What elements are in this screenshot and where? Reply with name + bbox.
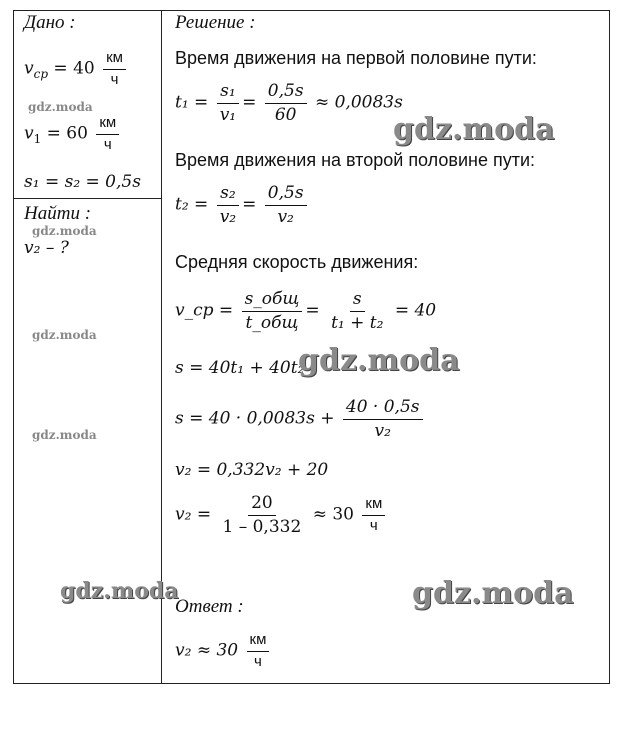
watermark-logo: gdz.moda bbox=[32, 224, 97, 238]
watermark-logo: gdz.moda bbox=[298, 343, 460, 378]
answer-unit-den: ч bbox=[254, 652, 262, 670]
eq1-frac1-num: s₁ bbox=[217, 82, 239, 104]
given-v-avg bbox=[24, 50, 129, 88]
equation-t1: t₁ = $\frac{\text{s₁}}{\text{v₁}}$ = $\frac{0,5s}{60}$ ≈ 0,0083s bbox=[175, 81, 403, 125]
find-target: v₂ – ? bbox=[24, 238, 69, 258]
eq2-frac1-num: s₂ bbox=[217, 184, 239, 206]
eq7-frac-den: 1 – 0,332 bbox=[222, 516, 302, 537]
answer-header: Ответ : bbox=[175, 596, 244, 617]
given-find-divider bbox=[13, 198, 162, 199]
eq7-tail: ≈ 30 bbox=[312, 504, 354, 525]
solution-header: Решение : bbox=[175, 12, 256, 33]
eq2-frac1-den: v₂ bbox=[219, 206, 237, 227]
given-v1 bbox=[24, 115, 122, 153]
answer-expression: v₂ ≈ 30 bbox=[175, 640, 239, 661]
v-avg-unit-den: ч bbox=[110, 70, 119, 88]
answer-unit-num: км bbox=[247, 632, 270, 652]
equation-v2-result bbox=[175, 494, 388, 536]
equation-s-expanded bbox=[175, 398, 426, 440]
v-avg-unit-num: км bbox=[103, 50, 126, 70]
v1-sub: 1 bbox=[33, 131, 42, 146]
eq5-frac-num: 40 · 0,5s bbox=[343, 398, 423, 420]
eq7-lhs: v₂ = bbox=[175, 504, 212, 525]
eq1-tail: ≈ 0,0083s bbox=[314, 92, 403, 113]
v-avg-symbol: v bbox=[24, 58, 34, 79]
eq1-lhs: t₁ = bbox=[175, 92, 209, 113]
eq7-unit-den: ч bbox=[369, 516, 378, 534]
v1-unit-num: км bbox=[96, 115, 119, 135]
watermark-logo: gdz.moda bbox=[393, 112, 555, 147]
given-s-relation: s₁ = s₂ = 0,5s bbox=[24, 172, 141, 192]
equation-v2-linear: v₂ = 0,332v₂ + 20 bbox=[175, 460, 329, 480]
watermark-logo: gdz.moda bbox=[28, 100, 93, 114]
eq3-frac1-num: s_общ bbox=[242, 290, 303, 312]
v-avg-sub: ср bbox=[33, 66, 49, 81]
watermark-logo: gdz.moda bbox=[412, 576, 574, 611]
eq2-lhs: t₂ = bbox=[175, 194, 209, 215]
eq7-frac-num: 20 bbox=[248, 494, 276, 516]
equation-v-avg: v_ср = $\frac{\text{s\_общ}}{\text{t\_общ}}$ = $\frac{s}{\text{t₁ + t₂}}$ = 40 bbox=[175, 289, 437, 333]
eq3-tail: = 40 bbox=[394, 300, 437, 321]
given-header: Дано : bbox=[24, 12, 76, 33]
solution-line-3: Средняя скорость движения: bbox=[175, 252, 419, 272]
solution-line-1: Время движения на первой половине пути: bbox=[175, 48, 537, 68]
v1-symbol: v bbox=[24, 123, 34, 144]
eq2-frac2-den: v₂ bbox=[277, 206, 294, 227]
v-avg-value: = 40 bbox=[53, 58, 95, 79]
eq3-frac1-den: t_общ bbox=[245, 312, 299, 333]
equation-s: s = 40t₁ + 40t₂ bbox=[175, 358, 305, 378]
v1-value: = 60 bbox=[46, 123, 88, 144]
eq1-frac1-den: v₁ bbox=[219, 104, 237, 125]
eq3-frac2-den: t₁ + t₂ bbox=[331, 312, 384, 333]
equation-t2: t₂ = $\frac{\text{s₂}}{\text{v₂}}$ = $\frac{0,5s}{\text{v₂}}$ bbox=[175, 184, 310, 226]
find-header: Найти : bbox=[24, 203, 92, 224]
watermark-logo: gdz.moda bbox=[60, 578, 179, 604]
watermark-logo: gdz.moda bbox=[32, 428, 97, 442]
eq3-lhs: v_ср = bbox=[175, 300, 234, 321]
watermark-logo: gdz.moda bbox=[32, 328, 97, 342]
v1-unit-den: ч bbox=[103, 135, 112, 153]
eq2-frac2-num: 0,5s bbox=[265, 184, 307, 206]
eq3-frac2-num: s bbox=[350, 290, 365, 312]
eq1-frac2-den: 60 bbox=[274, 104, 297, 125]
eq5-lhs: s = 40 · 0,0083s + bbox=[175, 408, 335, 429]
eq7-unit-num: км bbox=[362, 496, 385, 516]
eq1-frac2-num: 0,5s bbox=[265, 82, 307, 104]
answer-value bbox=[175, 632, 272, 670]
eq5-frac-den: v₂ bbox=[374, 420, 391, 441]
solution-line-2: Время движения на второй половине пути: bbox=[175, 150, 536, 170]
